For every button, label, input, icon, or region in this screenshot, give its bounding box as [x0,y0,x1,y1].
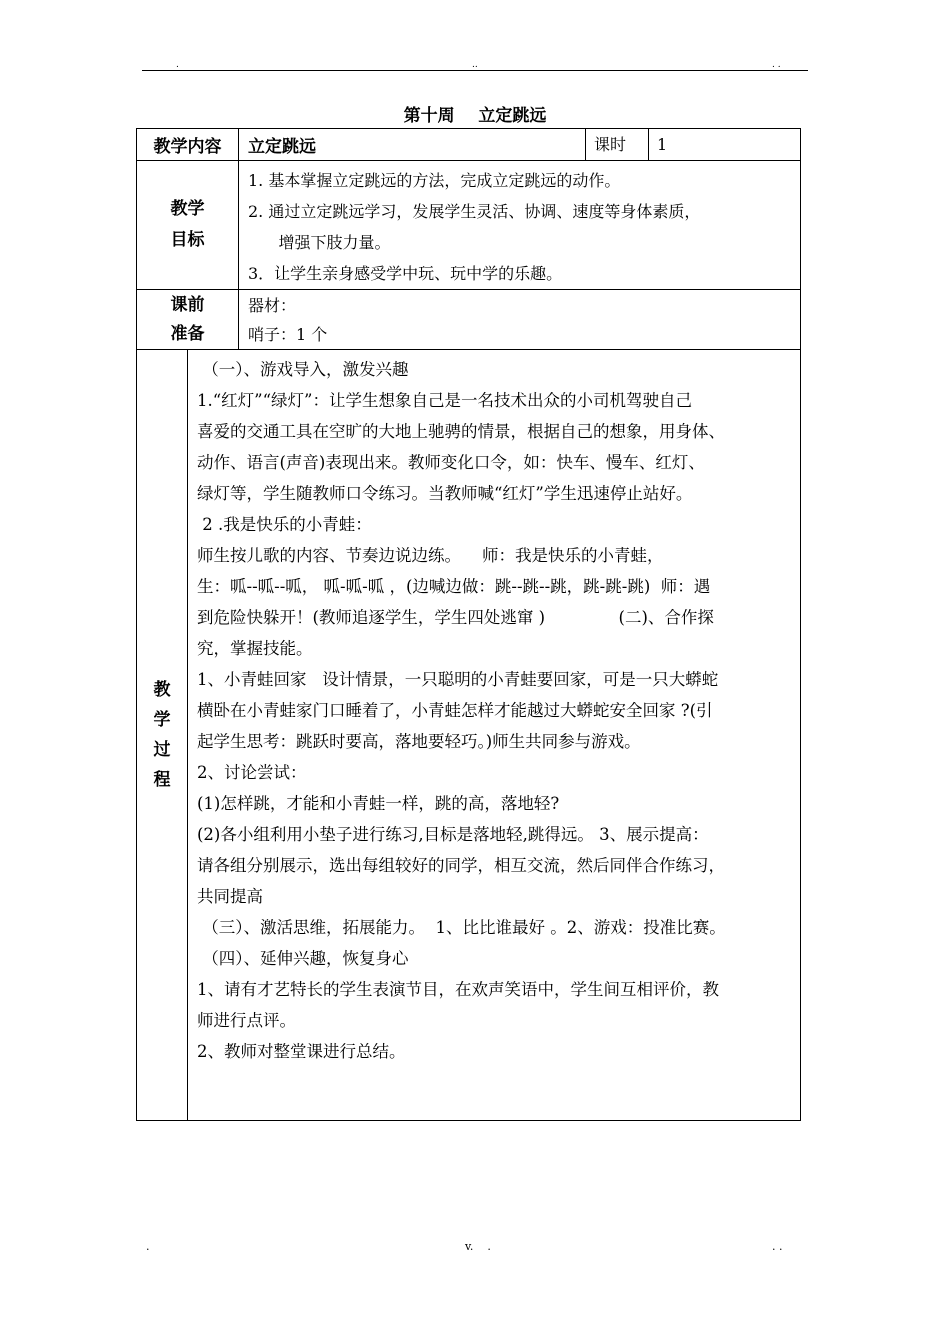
footer-mark-right: . . [772,1240,783,1253]
prep-item: 哨子：1 个 [248,325,328,344]
goals-label [137,161,239,290]
header-mark-center: .. [472,60,478,70]
footer-mark-center: v. . [465,1240,491,1253]
goal-item: 2. 通过立定跳远学习，发展学生灵活、协调、速度等身体素质， [248,202,701,221]
prep-cell [239,290,801,350]
process-line: (2)各小组利用小垫子进行练习,目标是落地轻,跳得远。 3、展示提高： [197,825,709,844]
process-line: (1)怎样跳，才能和小青蛙一样，跳的高，落地轻? [197,794,560,813]
content-label: 教学内容 [137,129,239,161]
header-mark-left: . [176,60,179,70]
prep-label-line: 课前 [170,294,205,315]
process-line: （一）、游戏导入，激发兴趣 [197,360,409,379]
goals-label-line: 教学 [170,199,205,219]
header-rule [142,70,808,71]
process-line: 1.“红灯”“绿灯”：让学生想象自己是一名技术出众的小司机驾驶自己 [197,391,692,410]
process-label-char: 教 [153,680,171,700]
goal-item: 增强下肢力量。 [248,233,391,252]
page-title: 第十周 立定跳远 [403,106,547,126]
process-line: 究，掌握技能。 [197,639,313,658]
process-line: 横卧在小青蛙家门口睡着了，小青蛙怎样才能越过大蟒蛇安全回家 ?(引 [197,701,713,720]
process-line: 共同提高 [197,887,263,906]
lesson-plan-table [136,128,801,1121]
process-label-char: 过 [153,740,171,760]
process-line: 2 .我是快乐的小青蛙： [197,515,372,534]
prep-row [137,290,801,350]
goals-label-line: 目标 [170,230,205,250]
goal-item: 3．让学生亲身感受学中玩、玩中学的乐趣。 [248,264,563,283]
prep-label [137,290,239,350]
process-line: 师生按儿歌的内容、节奏边说边练。 师：我是快乐的小青蛙， [197,546,664,565]
prep-item: 器材： [248,296,297,315]
process-line: 1、小青蛙回家 设计情景，一只聪明的小青蛙要回家，可是一只大蟒蛇 [197,670,719,689]
process-label-char: 学 [153,710,171,730]
process-line: 2、讨论尝试： [197,763,307,782]
process-line: （四）、延伸兴趣，恢复身心 [197,949,409,968]
process-line: 生：呱--呱--呱， 呱-呱-呱 ，(边喊边做：跳--跳--跳，跳-跳-跳) 师：遇 [197,577,711,596]
goal-item: 1. 基本掌握立定跳远的方法，完成立定跳远的动作。 [248,171,621,190]
process-label-char: 程 [153,770,171,790]
prep-label-line: 准备 [170,323,205,344]
process-line: 喜爱的交通工具在空旷的大地上驰骋的情景，根据自己的想象，用身体、 [197,422,725,441]
goals-row [137,161,801,290]
period-label: 课时 [586,129,649,161]
process-label [137,350,188,1121]
process-cell [188,350,801,1121]
process-line: 绿灯等，学生随教师口令练习。当教师喊“红灯”学生迅速停止站好。 [197,484,693,503]
process-line: 师进行点评。 [197,1011,296,1030]
footer-mark-left: . [146,1240,150,1253]
goals-cell [239,161,801,290]
process-line: 2、教师对整堂课进行总结。 [197,1042,406,1061]
period-value: 1 [649,129,801,161]
process-line: （三）、激活思维，拓展能力。 1、比比谁最好 。2、游戏：投准比赛。 [197,918,726,937]
content-value: 立定跳远 [239,129,586,161]
process-line: 起学生思考：跳跃时要高，落地要轻巧。)师生共同参与游戏。 [197,732,641,751]
process-row [137,350,801,1121]
process-line: 到危险快躲开！(教师追逐学生，学生四处逃窜 ) (二)、合作探 [197,608,714,627]
content-row [137,129,801,161]
process-line: 动作、语言(声音)表现出来。教师变化口令，如：快车、慢车、红灯、 [197,453,705,472]
process-line: 1、请有才艺特长的学生表演节目，在欢声笑语中，学生间互相评价，教 [197,980,719,999]
process-line: 请各组分别展示，选出每组较好的同学，相互交流，然后同伴合作练习， [197,856,725,875]
header-mark-right: . . [772,60,781,70]
